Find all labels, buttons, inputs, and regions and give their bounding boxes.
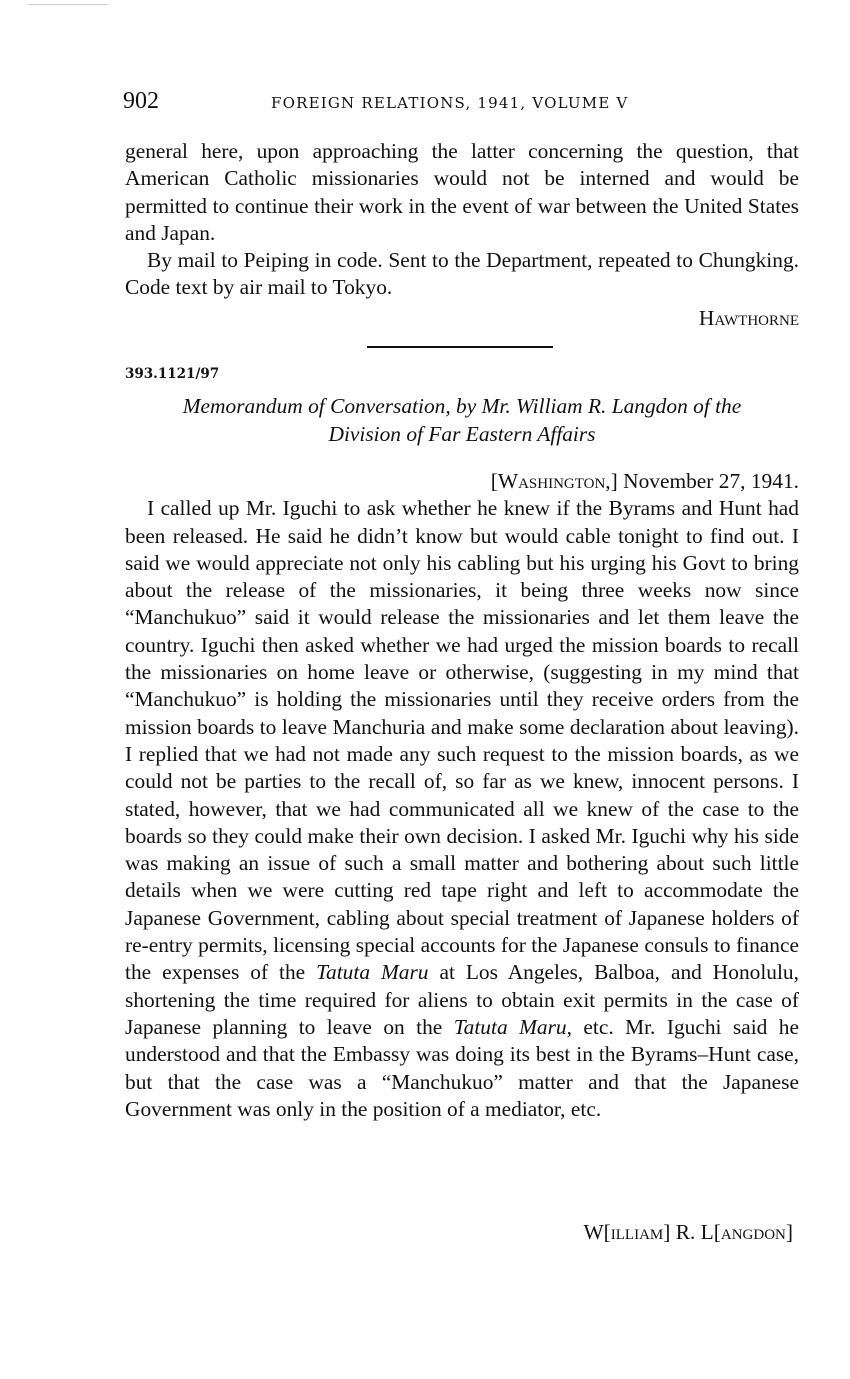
section-divider: [367, 346, 553, 348]
continuation-paragraph-1: general here, upon approaching the latter concerning the question, that American Catholic missionaries would not be interned and would be permitted to continue their work in the event of war between the United States and Japan.: [125, 139, 799, 245]
memo-body: [125, 468, 799, 1123]
continuation-paragraph-2: By mail to Peiping in code. Sent to the Department, repeated to Chungking. Code text by air mail to Tokyo.: [125, 248, 799, 300]
dateline: [125, 468, 799, 495]
memo-text-part-2: at Los Angeles, Balboa, and Honolulu, shortening the time required for aliens to obtain exit permits in the case of Japanese planning to leave on the: [125, 960, 799, 1039]
ship-name-2: Tatuta Maru: [453, 1014, 567, 1039]
memo-text-part-3: , etc. Mr. Iguchi said he understood and that the Embassy was doing its best in the Byrams–Hunt case, but that the case was a “Manchukuo” matter and that the Japanese Government was only in the position of a mediator, etc.: [125, 1014, 799, 1121]
scan-mark: [28, 4, 108, 5]
dateline-date: November 27, 1941.: [623, 469, 799, 493]
ship-name-1: Tatuta Maru: [316, 960, 429, 985]
memo-text-part-1: I called up Mr. Iguchi to ask whether he knew if the Byrams and Hunt had been released. He said he didn’t know but would cable tonight to find out. I said we would appreciate not only his cabling but his urging his Govt to bring about the release of the missionaries, it being three weeks now since “Manchukuo” said it would release the missionaries and let them leave the country. Iguchi then asked whether we had urged the mission boards to recall the missionaries on home leave or otherwise, (suggesting in my mind that “Manchukuo” is holding the missionaries until they receive orders from the mission boards to leave Manchuria and make some declaration about leaving). I replied that we had not made any such request to the mission boards, as we could not be parties to the recall of, so far as we knew, innocent persons. I stated, however, that we had communicated all we knew of the case to the boards so they could make their own decision. I asked Mr. Iguchi why his side was making an issue of such a small matter and bothering about such little details when we were cutting red tape right and left to accommodate the Japanese Government, cabling about special treatment of Japanese holders of re-entry permits, licensing special accounts for the Japanese consuls to finance the expenses of the: [125, 496, 799, 985]
file-number: 393.1121/97: [125, 366, 220, 382]
running-title: FOREIGN RELATIONS, 1941, VOLUME V: [271, 94, 629, 112]
hawthorne-signature: Hawthorne: [698, 305, 799, 330]
page-header: [123, 88, 799, 118]
memo-title-line-1: Memorandum of Conversation, by Mr. William R. Langdon of the: [182, 394, 742, 418]
langdon-signature: W[illiam] R. L[angdon]: [583, 1220, 793, 1244]
dateline-place: [Washington,]: [490, 469, 618, 493]
memo-paragraph: [125, 495, 799, 1123]
page-number: 902: [123, 88, 159, 114]
memo-title: [125, 392, 799, 448]
continuation-section: [125, 138, 799, 332]
memo-title-line-2: Division of Far Eastern Affairs: [328, 422, 596, 446]
